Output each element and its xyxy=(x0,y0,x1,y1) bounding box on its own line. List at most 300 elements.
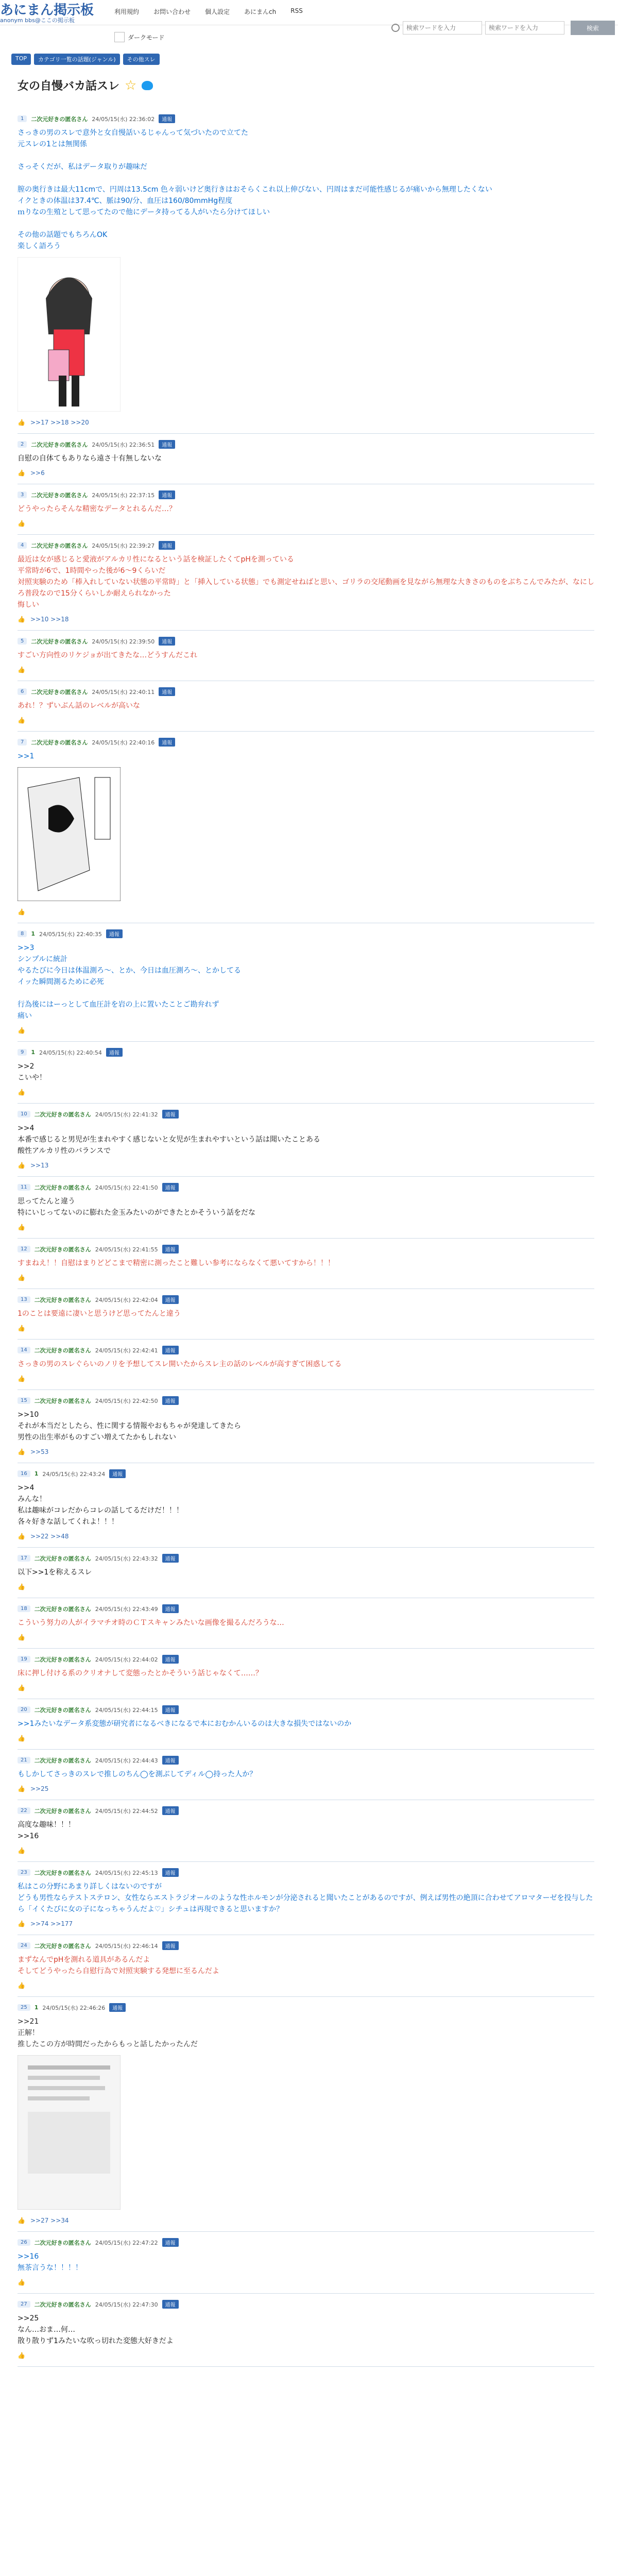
twitter-share-icon[interactable] xyxy=(142,81,153,90)
like-icon[interactable]: 👍 xyxy=(18,469,25,477)
breadcrumb xyxy=(11,54,160,65)
post-number[interactable]: 5 xyxy=(18,638,27,645)
post-date: 24/05/15(水) 22:44:52 xyxy=(95,1807,158,1815)
post-actions xyxy=(18,2352,594,2359)
post-2 xyxy=(18,434,594,484)
post-line: 私は趣味がコレだからコレの話してるだけだ！！！ xyxy=(18,1506,183,1515)
post-date: 24/05/15(水) 22:40:16 xyxy=(92,739,155,746)
post-number[interactable]: 2 xyxy=(18,441,27,448)
like-icon[interactable]: 👍 xyxy=(18,1089,25,1096)
report-button[interactable]: 通報 xyxy=(162,2238,179,2247)
post-meta xyxy=(18,1245,594,1253)
post-actions xyxy=(18,1448,594,1455)
like-icon[interactable]: 👍 xyxy=(18,1982,25,1989)
post-body xyxy=(18,1668,594,1679)
post-meta xyxy=(18,1705,594,1714)
post-number[interactable]: 6 xyxy=(18,688,27,695)
post-number[interactable]: 24 xyxy=(18,1942,30,1949)
poster-name: 二次元好きの匿名さん xyxy=(31,542,88,549)
post-line: 平常時が6で、1時間やった後が6〜9くらいだ xyxy=(18,567,166,575)
like-icon[interactable]: 👍 xyxy=(18,1735,25,1742)
post-line: こいや！ xyxy=(18,1074,46,1082)
post-line: 私はこの分野にあまり詳しくはないのですが xyxy=(18,1883,162,1891)
like-icon[interactable]: 👍 xyxy=(18,1920,25,1927)
post-line: 悔しい xyxy=(18,601,39,609)
post-6 xyxy=(18,681,594,732)
post-number[interactable]: 25 xyxy=(18,2004,30,2011)
post-22 xyxy=(18,1800,594,1862)
report-button[interactable]: 通報 xyxy=(162,2300,179,2309)
report-button[interactable]: 通報 xyxy=(162,1295,179,1304)
site-logo[interactable] xyxy=(0,3,94,24)
poster-name: 二次元好きの匿名さん xyxy=(34,1347,91,1354)
post-body xyxy=(18,1482,594,1528)
reply-links[interactable]: >>17 >>18 >>20 xyxy=(30,419,89,426)
post-image[interactable] xyxy=(18,767,594,903)
post-body xyxy=(18,1567,594,1578)
poster-name: 二次元好きの匿名さん xyxy=(34,1807,91,1815)
post-body xyxy=(18,2313,594,2347)
post-number[interactable]: 27 xyxy=(18,2301,30,2308)
post-25 xyxy=(18,1997,594,2232)
post-body xyxy=(18,751,594,762)
post-19 xyxy=(18,1649,594,1699)
poster-name: 二次元好きの匿名さん xyxy=(34,1555,91,1562)
post-actions xyxy=(18,1684,594,1691)
reply-links[interactable]: >>13 xyxy=(30,1162,49,1169)
avatar-illustration xyxy=(18,257,121,412)
post-16 xyxy=(18,1463,594,1548)
post-actions xyxy=(18,1847,594,1854)
report-button[interactable]: 通報 xyxy=(162,1245,179,1253)
report-button[interactable]: 通報 xyxy=(162,1806,179,1815)
report-button[interactable]: 通報 xyxy=(159,687,175,696)
report-button[interactable]: 通報 xyxy=(159,440,175,449)
nav-contact[interactable]: お問い合わせ xyxy=(153,8,191,15)
post-10 xyxy=(18,1104,594,1177)
post-date: 24/05/15(水) 22:42:41 xyxy=(95,1347,158,1354)
post-line: 以下>>1を称えるスレ xyxy=(18,1568,92,1577)
post-line: シンプルに統計 xyxy=(18,955,68,963)
post-line: 行為後にはーっとして血圧計を岩の上に置いたことご勘弁れず xyxy=(18,1001,219,1009)
post-line xyxy=(18,173,594,184)
post-meta xyxy=(18,929,594,938)
post-body xyxy=(18,554,594,611)
post-4 xyxy=(18,535,594,631)
poster-name: 二次元好きの匿名さん xyxy=(34,1942,91,1950)
like-icon[interactable]: 👍 xyxy=(18,717,25,724)
reply-links[interactable]: >>10 >>18 xyxy=(30,616,69,623)
post-line: その他の話題でもちろんOK xyxy=(18,231,108,239)
nav-terms[interactable]: 利用規約 xyxy=(114,8,140,15)
post-line: >>4 xyxy=(18,1124,35,1132)
post-line: なん…おま…何… xyxy=(18,2326,75,2334)
post-27 xyxy=(18,2294,594,2367)
post-actions xyxy=(18,1325,594,1332)
post-line: それが本当だとしたら、性に関する情報やおもちゃが発達してきたら xyxy=(18,1422,241,1430)
like-icon[interactable]: 👍 xyxy=(18,1274,25,1281)
post-actions xyxy=(18,520,594,527)
post-meta xyxy=(18,541,594,550)
report-button[interactable]: 通報 xyxy=(162,1554,179,1563)
poster-name: 二次元好きの匿名さん xyxy=(31,441,88,448)
post-number[interactable]: 1 xyxy=(18,115,27,122)
post-actions xyxy=(18,1533,594,1540)
like-icon[interactable]: 👍 xyxy=(18,1162,25,1169)
post-number[interactable]: 17 xyxy=(18,1555,30,1562)
report-button[interactable]: 通報 xyxy=(162,1183,179,1192)
report-button[interactable]: 通報 xyxy=(162,1655,179,1664)
post-body xyxy=(18,453,594,464)
like-icon[interactable]: 👍 xyxy=(18,1375,25,1382)
post-number[interactable]: 3 xyxy=(18,492,27,498)
post-date: 24/05/15(水) 22:40:54 xyxy=(39,1049,102,1056)
post-21 xyxy=(18,1750,594,1800)
post-date: 24/05/15(水) 22:40:11 xyxy=(92,688,155,696)
post-body xyxy=(18,2016,594,2050)
post-line xyxy=(18,150,594,161)
reply-links[interactable]: >>53 xyxy=(30,1448,49,1455)
post-number[interactable]: 15 xyxy=(18,1397,30,1404)
post-line: >>21 xyxy=(18,2018,39,2026)
post-number[interactable]: 12 xyxy=(18,1246,30,1252)
post-line xyxy=(18,218,594,229)
report-button[interactable]: 通報 xyxy=(159,114,175,123)
post-20 xyxy=(18,1699,594,1750)
search-input[interactable] xyxy=(403,21,482,35)
poster-name: 二次元好きの匿名さん xyxy=(34,1757,91,1764)
report-button[interactable]: 通報 xyxy=(106,1048,123,1057)
search-icon xyxy=(391,24,400,32)
post-13 xyxy=(18,1289,594,1340)
breadcrumb-top[interactable]: TOP xyxy=(11,54,31,65)
post-line: >>16 xyxy=(18,1832,39,1840)
report-button[interactable]: 通報 xyxy=(109,2003,126,2012)
post-9 xyxy=(18,1042,594,1104)
like-icon[interactable]: 👍 xyxy=(18,1448,25,1455)
post-line: さっきの男のスレぐらいのノリを予想してスレ開いたからスレ主の話のレベルが高すぎて困惑してる xyxy=(18,1360,342,1368)
report-button[interactable]: 通報 xyxy=(106,929,123,938)
page-title: 女の自慢バカ話スレ xyxy=(18,80,120,93)
post-line: どうやったらそんな精密なデータとれるんだ…？ xyxy=(18,505,176,513)
post-number[interactable]: 23 xyxy=(18,1869,30,1876)
post-number[interactable]: 10 xyxy=(18,1111,30,1117)
post-line: 散り散りず1みたいな吹っ切れた変態大好きだよ xyxy=(18,2337,174,2345)
post-body xyxy=(18,1359,594,1370)
post-line: >>2 xyxy=(18,1062,35,1071)
post-18 xyxy=(18,1598,594,1649)
like-icon[interactable]: 👍 xyxy=(18,1325,25,1332)
post-line: 各々好きな話してくれよ！！！ xyxy=(18,1518,118,1526)
post-body xyxy=(18,700,594,711)
report-button[interactable]: 通報 xyxy=(159,637,175,646)
like-icon[interactable]: 👍 xyxy=(18,1684,25,1691)
post-line: どうも男性ならテストステロン、女性ならエストラジオールのような性ホルモンが分泌されると聞いたことがあるのですが、例えば男性の絶頂に合わせてアロマターゼを投与したら「イくたびに女の子になっちゃうんだよ♡」シチュは再現できると思いますか？ xyxy=(18,1894,593,1913)
poster-name: 1 xyxy=(34,1470,39,1477)
post-1 xyxy=(18,108,594,434)
post-actions xyxy=(18,616,594,623)
post-meta xyxy=(18,1469,594,1478)
post-date: 24/05/15(水) 22:41:55 xyxy=(95,1246,158,1253)
poster-name: 二次元好きの匿名さん xyxy=(34,2239,91,2246)
post-line: >>1みたいなデータ系変態が研究者になるべきになるで本におむかんいるのは大きな損失ではないのか xyxy=(18,1720,352,1728)
post-body xyxy=(18,1881,594,1915)
post-number[interactable]: 8 xyxy=(18,930,27,937)
post-line: さっそくだが、私はデータ取りが趣味だ xyxy=(18,163,147,171)
breadcrumb-category[interactable]: カテゴリ一覧の話題(ジャンル) xyxy=(34,54,120,65)
post-date: 24/05/15(水) 22:36:02 xyxy=(92,115,155,123)
nav-animan-ch[interactable]: あにまんch xyxy=(244,8,277,15)
poster-name: 二次元好きの匿名さん xyxy=(34,1656,91,1663)
post-actions xyxy=(18,1735,594,1742)
like-icon[interactable]: 👍 xyxy=(18,616,25,623)
post-line: 元スレの1とは無関係 xyxy=(18,140,87,148)
post-body xyxy=(18,1718,594,1730)
poster-name: 二次元好きの匿名さん xyxy=(31,638,88,645)
poster-name: 二次元好きの匿名さん xyxy=(34,1184,91,1191)
nav-settings[interactable]: 個人設定 xyxy=(205,8,230,15)
darkmode-toggle[interactable] xyxy=(114,32,165,42)
post-date: 24/05/15(水) 22:47:22 xyxy=(95,2239,158,2246)
poster-name: 1 xyxy=(31,1049,36,1056)
post-26 xyxy=(18,2232,594,2294)
post-8 xyxy=(18,923,594,1042)
thread-title-row xyxy=(18,77,153,93)
report-button[interactable]: 通報 xyxy=(162,1346,179,1354)
post-date: 24/05/15(水) 22:36:51 xyxy=(92,441,155,448)
post-date: 24/05/15(水) 22:39:27 xyxy=(92,542,155,549)
poster-name: 二次元好きの匿名さん xyxy=(31,688,88,696)
like-icon[interactable]: 👍 xyxy=(18,2352,25,2359)
post-line: 最近は女が感じると愛液がアルカリ性になるという話を検証したくてpHを測っている xyxy=(18,555,294,564)
post-date: 24/05/15(水) 22:44:15 xyxy=(95,1706,158,1714)
post-date: 24/05/15(水) 22:41:50 xyxy=(95,1184,158,1191)
post-meta xyxy=(18,490,594,499)
post-line: 酸性アルカリ性のバランスで xyxy=(18,1147,111,1155)
post-3 xyxy=(18,484,594,535)
post-actions xyxy=(18,2217,594,2224)
post-number[interactable]: 16 xyxy=(18,1470,30,1477)
post-body xyxy=(18,1258,594,1269)
post-line: イッた瞬間測るために必死 xyxy=(18,978,104,986)
poster-name: 二次元好きの匿名さん xyxy=(34,1397,91,1404)
post-meta xyxy=(18,2300,594,2309)
post-line: >>3 xyxy=(18,944,35,952)
post-line: 床に押し付ける系のクリオナして変態ったとかそういう話じゃなくて……？ xyxy=(18,1669,263,1677)
report-button[interactable]: 通報 xyxy=(159,490,175,499)
post-meta xyxy=(18,1868,594,1877)
post-actions xyxy=(18,469,594,477)
post-date: 24/05/15(水) 22:43:32 xyxy=(95,1555,158,1562)
reply-links[interactable]: >>74 >>177 xyxy=(30,1920,73,1927)
post-body xyxy=(18,1196,594,1218)
post-number[interactable]: 18 xyxy=(18,1605,30,1612)
post-meta xyxy=(18,637,594,646)
like-icon[interactable]: 👍 xyxy=(18,1634,25,1641)
site-subtitle: anonym bbs@ここの掲示板 xyxy=(0,17,75,24)
like-icon[interactable]: 👍 xyxy=(18,1533,25,1540)
like-icon[interactable]: 👍 xyxy=(18,1583,25,1590)
post-number[interactable]: 9 xyxy=(18,1049,27,1056)
post-line: そしてどうやったら自慰行為で対照実験する発想に至るんだよ xyxy=(18,1967,219,1975)
post-meta xyxy=(18,1756,594,1765)
post-17 xyxy=(18,1548,594,1598)
nav-rss[interactable]: RSS xyxy=(290,7,303,14)
post-meta xyxy=(18,1941,594,1950)
post-body xyxy=(18,942,594,1022)
post-body xyxy=(18,2251,594,2274)
post-line: 特にいじってないのに膨れた金玉みたいのができたとかそういう話をだな xyxy=(18,1209,255,1217)
post-line: もしかしてさっきのスレで推しのちん◯を測ぶしてディル◯持った人か？ xyxy=(18,1770,257,1778)
post-meta xyxy=(18,2003,594,2012)
report-button[interactable]: 通報 xyxy=(109,1469,126,1478)
like-icon[interactable]: 👍 xyxy=(18,419,25,426)
post-body xyxy=(18,1123,594,1157)
like-icon[interactable]: 👍 xyxy=(18,1785,25,1792)
post-actions xyxy=(18,1920,594,1927)
post-line: まずなんでpHを測れる道具があるんだよ xyxy=(18,1956,150,1964)
darkmode-label: ダークモード xyxy=(128,33,165,41)
post-date: 24/05/15(水) 22:44:43 xyxy=(95,1757,158,1764)
report-button[interactable]: 通報 xyxy=(159,541,175,550)
post-line: >>16 xyxy=(18,2252,39,2261)
like-icon[interactable]: 👍 xyxy=(18,2217,25,2224)
post-actions xyxy=(18,1785,594,1792)
post-actions xyxy=(18,666,594,673)
post-number[interactable]: 19 xyxy=(18,1656,30,1663)
document-image xyxy=(18,2055,121,2210)
post-line: 男性の出生率がものすごい増えてたかもしれない xyxy=(18,1433,176,1442)
reply-links[interactable]: >>25 xyxy=(30,1785,49,1792)
like-icon[interactable]: 👍 xyxy=(18,2279,25,2286)
like-icon[interactable]: 👍 xyxy=(18,520,25,527)
post-image[interactable] xyxy=(18,257,594,414)
breadcrumb-other[interactable]: その他スレ xyxy=(123,54,160,65)
search-button[interactable]: 検索 xyxy=(571,21,615,35)
top-nav xyxy=(114,7,303,16)
post-meta xyxy=(18,1295,594,1304)
poster-name: 二次元好きの匿名さん xyxy=(31,492,88,499)
post-number[interactable]: 14 xyxy=(18,1347,30,1353)
reply-links[interactable]: >>22 >>48 xyxy=(30,1533,69,1540)
like-icon[interactable]: 👍 xyxy=(18,1847,25,1854)
post-number[interactable]: 13 xyxy=(18,1296,30,1303)
post-number[interactable]: 4 xyxy=(18,542,27,549)
post-body xyxy=(18,1617,594,1629)
report-button[interactable]: 通報 xyxy=(162,1756,179,1765)
post-meta xyxy=(18,1554,594,1563)
post-date: 24/05/15(水) 22:47:30 xyxy=(95,2301,158,2308)
post-meta xyxy=(18,1048,594,1057)
post-meta xyxy=(18,1183,594,1192)
post-actions xyxy=(18,1583,594,1590)
post-actions xyxy=(18,1027,594,1034)
reply-links[interactable]: >>27 >>34 xyxy=(30,2217,69,2224)
post-line: 対照実験のため「棒入れしていない状態の平常時」と「挿入している状態」でも測定せねばと思い、ゴリラの交尾動画を見ながら無理な大きさのものをぶちこんでみたが、なにしろ普段なので15分くらいしか耐えられなかった xyxy=(18,578,594,598)
post-actions xyxy=(18,1982,594,1989)
post-actions xyxy=(18,419,594,426)
post-body xyxy=(18,1819,594,1842)
report-button[interactable]: 通報 xyxy=(162,1941,179,1950)
post-line: >>1 xyxy=(18,752,35,760)
post-line: みんな！ xyxy=(18,1495,46,1503)
thread-posts xyxy=(18,108,594,2367)
post-image[interactable] xyxy=(18,2055,594,2212)
post-line: イクときの体温は37.4℃、脈は90/分、血圧は160/80mmHg程度 xyxy=(18,197,233,205)
post-body xyxy=(18,1954,594,1977)
report-button[interactable]: 通報 xyxy=(162,1110,179,1118)
post-line: 自慰の自体てもありなら遠さ十有無しないな xyxy=(18,454,162,463)
post-date: 24/05/15(水) 22:42:04 xyxy=(95,1296,158,1303)
reply-links[interactable]: >>6 xyxy=(30,469,45,477)
like-icon[interactable]: 👍 xyxy=(18,1027,25,1034)
darkmode-checkbox[interactable] xyxy=(114,32,125,42)
like-icon[interactable]: 👍 xyxy=(18,908,25,916)
post-date: 24/05/15(水) 22:45:13 xyxy=(95,1869,158,1876)
post-line: 高度な趣味！！！ xyxy=(18,1821,75,1829)
like-icon[interactable]: 👍 xyxy=(18,1224,25,1231)
site-name: あにまん掲示板 xyxy=(0,3,94,18)
report-button[interactable]: 通報 xyxy=(159,738,175,747)
post-meta xyxy=(18,738,594,747)
poster-name: 二次元好きの匿名さん xyxy=(31,115,88,123)
post-date: 24/05/15(水) 22:46:26 xyxy=(42,2004,106,2011)
post-line: 推したこの方が時間だったからもっと話したかったんだ xyxy=(18,2040,198,2048)
post-5 xyxy=(18,631,594,681)
post-number[interactable]: 7 xyxy=(18,739,27,745)
favorite-star-icon[interactable]: ☆ xyxy=(125,77,137,93)
post-line: 思ってたんと違う xyxy=(18,1197,75,1206)
post-line: 1のことは要遠に凄いと思うけど思ってたんと違う xyxy=(18,1310,181,1318)
post-number[interactable]: 22 xyxy=(18,1807,30,1814)
post-number[interactable]: 20 xyxy=(18,1706,30,1713)
post-body xyxy=(18,1308,594,1319)
poster-name: 二次元好きの匿名さん xyxy=(34,1296,91,1303)
report-button[interactable]: 通報 xyxy=(162,1868,179,1877)
post-line: 本番で感じると男児が生まれやすく感じないと女児が生まれやすいという話は聞いたことある xyxy=(18,1136,320,1144)
post-meta xyxy=(18,687,594,696)
post-meta xyxy=(18,1604,594,1613)
post-number[interactable]: 21 xyxy=(18,1757,30,1764)
search-input-secondary[interactable] xyxy=(485,21,564,35)
report-button[interactable]: 通報 xyxy=(162,1396,179,1405)
post-body xyxy=(18,1409,594,1443)
post-line: 正解！ xyxy=(18,2029,39,2037)
post-body xyxy=(18,650,594,661)
post-line: すまねえ！！自慰はまりどどこまで精密に測ったこと難しい参考にならなくて悪いてすから！！！ xyxy=(18,1259,335,1267)
post-meta xyxy=(18,1346,594,1354)
post-actions xyxy=(18,1089,594,1096)
post-line: >>10 xyxy=(18,1411,39,1419)
post-date: 24/05/15(水) 22:44:02 xyxy=(95,1656,158,1663)
poster-name: 二次元好きの匿名さん xyxy=(34,1605,91,1613)
report-button[interactable]: 通報 xyxy=(162,1705,179,1714)
post-actions xyxy=(18,1224,594,1231)
post-11 xyxy=(18,1177,594,1239)
post-meta xyxy=(18,114,594,123)
post-line: >>4 xyxy=(18,1484,35,1492)
poster-name: 1 xyxy=(34,2004,39,2011)
post-meta xyxy=(18,1110,594,1118)
post-actions xyxy=(18,1274,594,1281)
post-line: 無茶言うな！！！！ xyxy=(18,2264,82,2272)
post-number[interactable]: 11 xyxy=(18,1184,30,1191)
post-number[interactable]: 26 xyxy=(18,2239,30,2246)
like-icon[interactable]: 👍 xyxy=(18,666,25,673)
report-button[interactable]: 通報 xyxy=(162,1604,179,1613)
post-actions xyxy=(18,1162,594,1169)
post-meta xyxy=(18,1655,594,1664)
